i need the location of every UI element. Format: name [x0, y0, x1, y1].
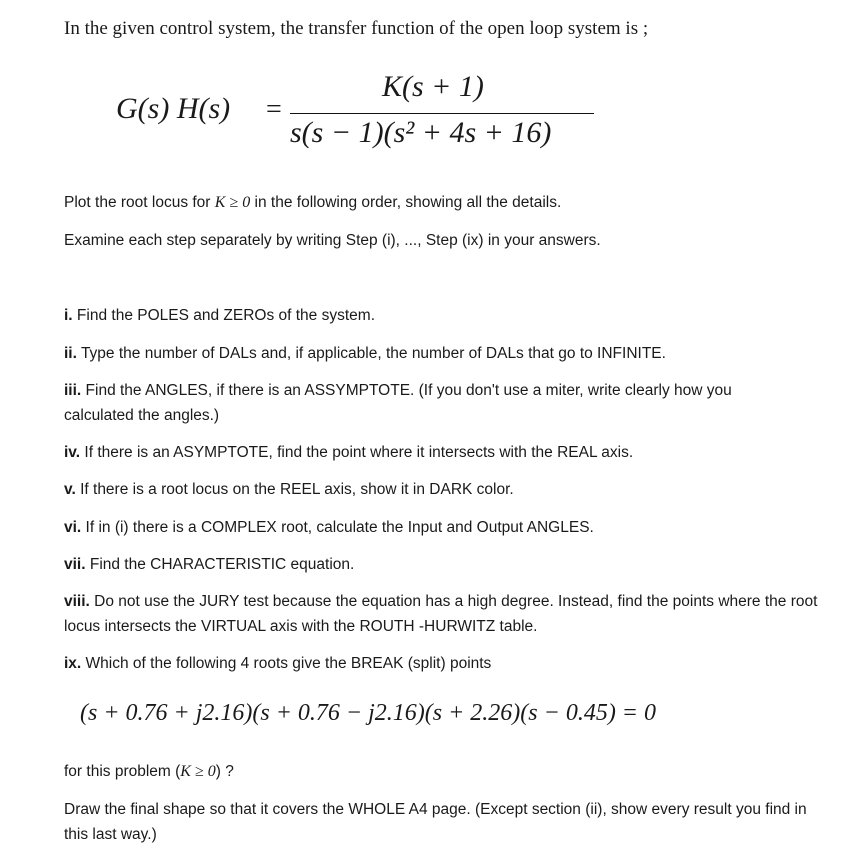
k-condition: K ≥ 0 — [214, 194, 251, 211]
step-text: Which of the following 4 roots give the BREAK (split) points — [81, 655, 492, 672]
step-text: Find the POLES and ZEROs of the system. — [72, 307, 376, 324]
step-i — [64, 303, 824, 328]
transfer-function-numerator: K(s + 1) — [382, 70, 484, 103]
step-text: Type the number of DALs and, if applicable, the number of DALs that go to INFINITE. — [76, 345, 666, 362]
step-viii — [64, 589, 824, 639]
instruction-line-1-pre: Plot the root locus for — [64, 194, 215, 211]
closing-line-1-post: ) ? — [215, 763, 234, 780]
step-vi — [64, 515, 824, 540]
transfer-function-lhs: G(s) H(s) — [116, 92, 231, 125]
step-number: ii. — [64, 345, 77, 362]
instruction-line-1 — [64, 191, 561, 215]
step-text: Do not use the JURY test because the equation has a high degree. Instead, find the points where the root locus intersects the VIRTUAL axis with the ROUTH -HURWITZ table. — [64, 593, 818, 635]
step-number: vi. — [64, 519, 82, 536]
step-ii — [64, 341, 824, 366]
step-vii — [64, 552, 824, 577]
step-number: i. — [64, 307, 73, 324]
step-v — [64, 477, 824, 502]
closing-line-1-pre: for this problem ( — [64, 763, 181, 780]
step-number: iv. — [64, 444, 81, 461]
closing-line-1 — [64, 760, 234, 784]
step-ix — [64, 651, 824, 676]
step-iii — [64, 378, 784, 428]
step-number: ix. — [64, 655, 82, 672]
roots-equation: (s + 0.76 + j2.16)(s + 0.76 − j2.16)(s + 2.26)(s − 0.45) = 0 — [80, 700, 656, 726]
fraction-bar — [290, 113, 594, 114]
step-text: Find the CHARACTERISTIC equation. — [85, 556, 355, 573]
step-number: v. — [64, 481, 76, 498]
closing-line-2: Draw the final shape so that it covers the WHOLE A4 page. (Except section (ii), show every result you find in this last way.) — [64, 801, 807, 843]
intro-text: In the given control system, the transfer function of the open loop system is ; — [64, 18, 649, 39]
equals-sign: = — [266, 94, 282, 125]
transfer-function-denominator: s(s − 1)(s² + 4s + 16) — [290, 116, 552, 149]
instruction-line-1-post: in the following order, showing all the details. — [250, 194, 562, 211]
step-text: If in (i) there is a COMPLEX root, calculate the Input and Output ANGLES. — [81, 519, 594, 536]
step-number: iii. — [64, 382, 82, 399]
step-text: If there is a root locus on the REEL axis, show it in DARK color. — [75, 481, 514, 498]
step-number: vii. — [64, 556, 86, 573]
step-iv — [64, 440, 824, 465]
k-condition-closing: K ≥ 0 — [180, 763, 216, 780]
step-number: viii. — [64, 593, 90, 610]
instruction-line-2: Examine each step separately by writing Step (i), ..., Step (ix) in your answers. — [64, 232, 601, 249]
step-text: Find the ANGLES, if there is an ASSYMPTOTE. (If you don't use a miter, write clearly how you calculated the angles.) — [64, 382, 732, 424]
step-text: If there is an ASYMPTOTE, find the point where it intersects with the REAL axis. — [80, 444, 634, 461]
